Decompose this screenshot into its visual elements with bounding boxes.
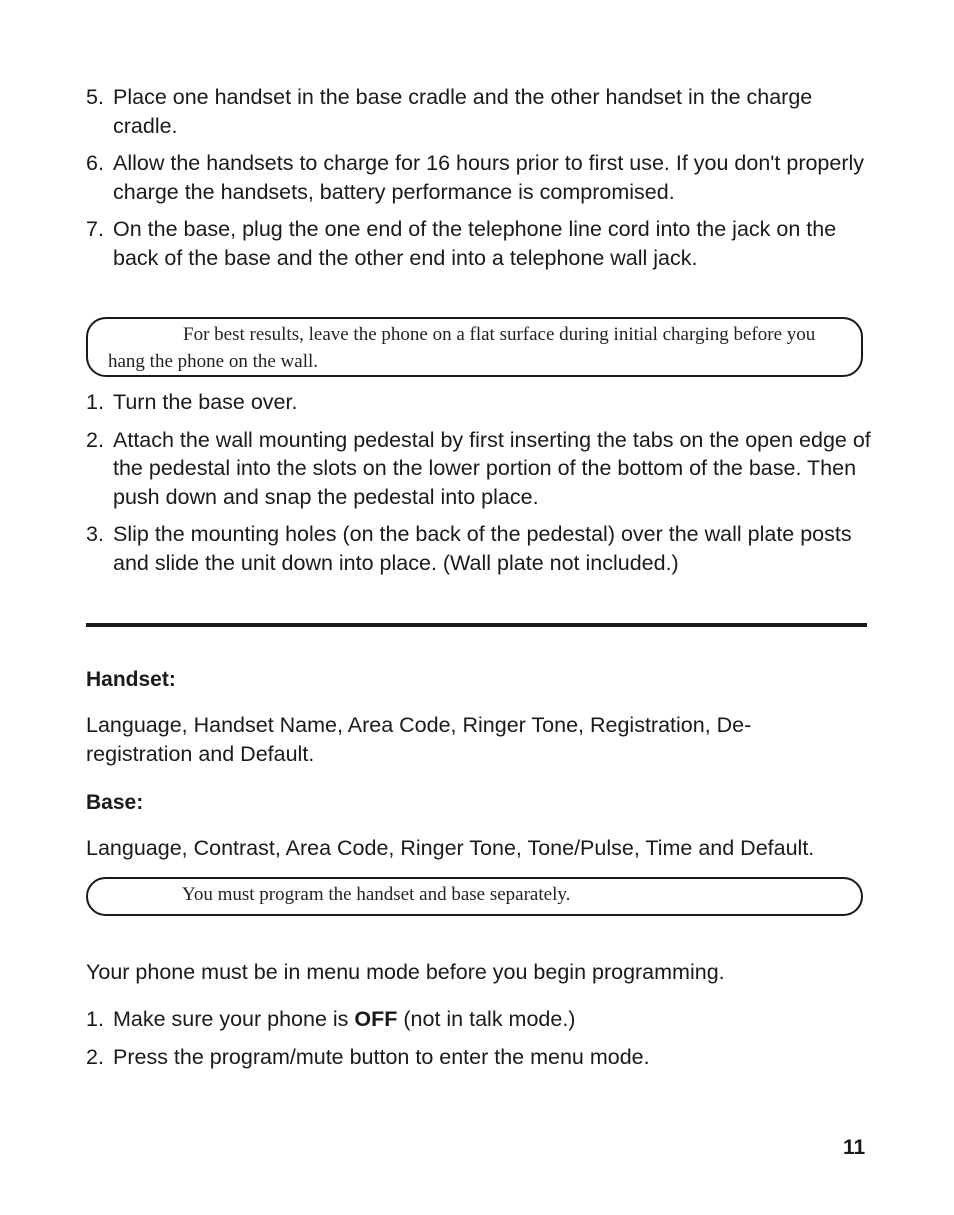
program-note-text: You must program the handset and base separately. [182,884,571,905]
menu-intro: Your phone must be in menu mode before you begin programming. [86,960,725,984]
charging-note-text: For best results, leave the phone on a flat surface during initial charging before you hang the phone on the wall. [108,324,816,372]
handset-label: Handset: [86,668,176,691]
list-item: 5. Place one handset in the base cradle and the other handset in the charge cradle. [86,85,813,138]
install-steps-list [86,83,876,281]
charging-note-box [86,317,863,377]
menu-steps-list [86,1005,876,1080]
program-note-box [86,877,863,916]
list-item: 3. Slip the mounting holes (on the back of the pedestal) over the wall plate posts and slide the unit down into place. (Wall plate not included.) [86,522,852,575]
list-item: 2. Attach the wall mounting pedestal by first inserting the tabs on the open edge of the pedestal into the slots on the lower portion of the bottom of the base. Then push down and snap the pedestal into place. [86,427,871,509]
list-item: 7. On the base, plug the one end of the telephone line cord into the jack on the back of the base and the other end into a telephone wall jack. [86,217,837,270]
list-item: 1. Make sure your phone is OFF (not in talk mode.) [86,1007,576,1031]
base-menu-list: Language, Contrast, Area Code, Ringer Tone, Tone/Pulse, Time and Default. [86,836,815,860]
page-number: 11 [843,1136,866,1159]
section-divider [86,623,867,627]
list-item: 1. Turn the base over. [86,390,298,414]
base-label: Base: [86,791,144,814]
list-item: 2. Press the program/mute button to enter the menu mode. [86,1044,650,1069]
wall-mount-steps-list [86,388,876,586]
off-keyword: OFF [354,1007,398,1031]
handset-menu-list: Language, Handset Name, Area Code, Ringer Tone, Registration, De-registration and Default. [86,713,752,766]
list-item: 6. Allow the handsets to charge for 16 hours prior to first use. If you don't properly charge the handsets, battery performance is compromised. [86,151,865,204]
